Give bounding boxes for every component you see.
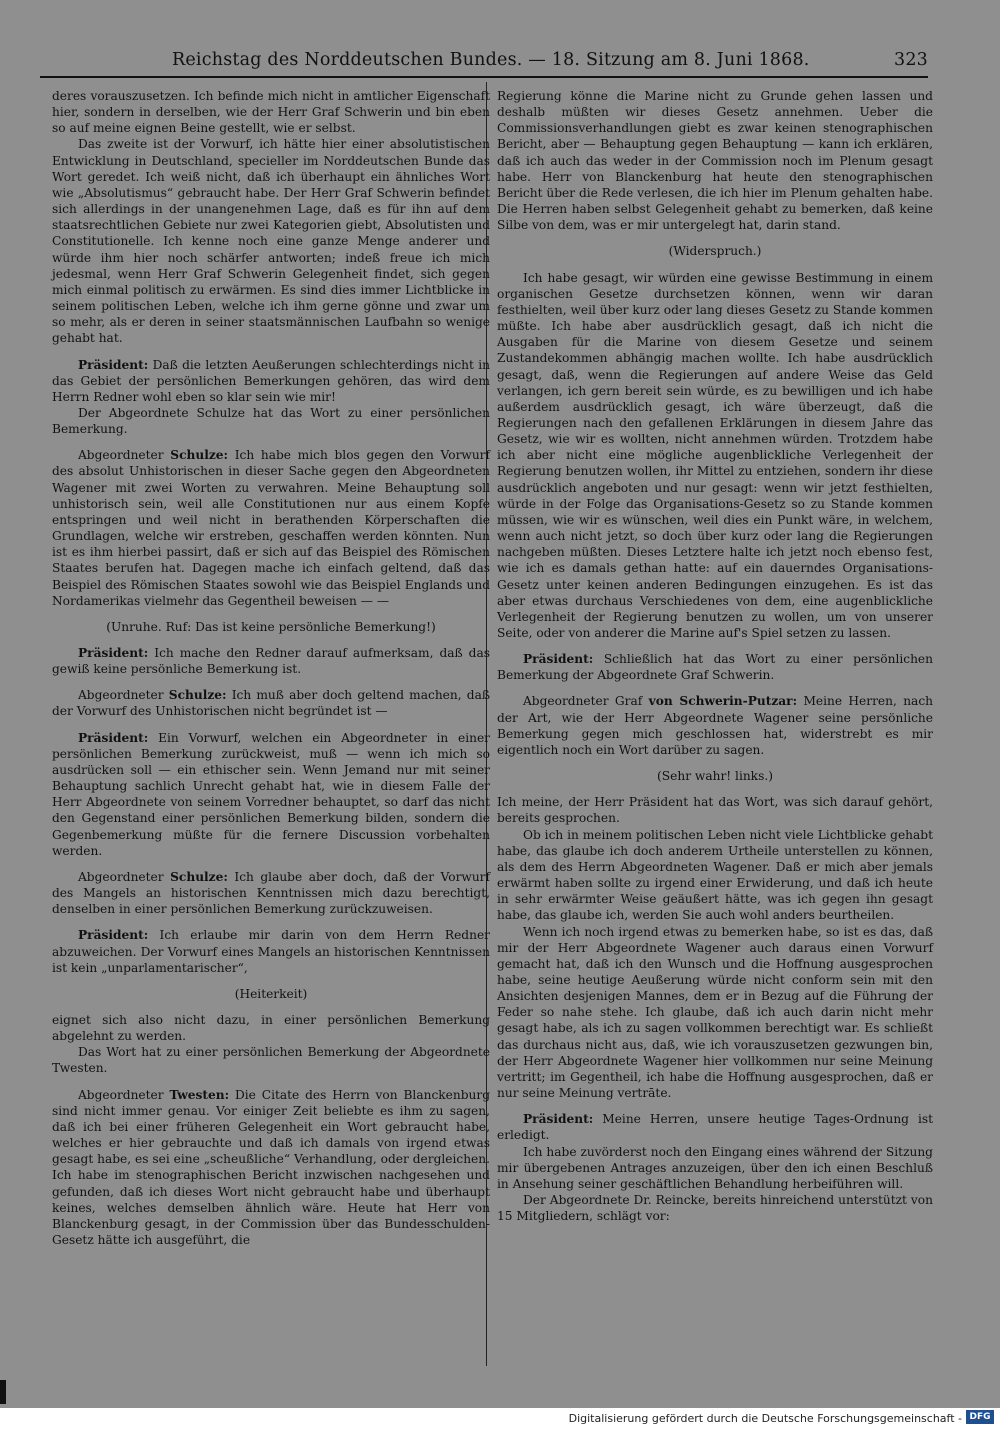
paragraph: [52, 687, 490, 719]
paragraph-text: Ich habe gesagt, wir würden eine gewisse Bestimmung in einem organischen Gesetze durchsetzen können, wenn wir daran festhielten, weil über kurz oder lang dieses Gesetz zu Stande kommen müßte. Ich habe aber ausdrücklich gesagt, daß ich nicht die Ausgaben für die Marine von diesem Gesetze und seinem Zustandekommen abhängig machen wollte. Ich habe ausdrücklich gesagt, daß, wenn die Regierungen auf andere Weise das Geld verlangen, ich gern bereit sein würde, es zu bewilligen und ich habe außerdem ausdrücklich gesagt, ich wäre überzeugt, daß die Regierungen nach den gefallenen Erklärungen in diesem Jahre das Gesetz, wie wir es wollten, nicht annehmen würden. Trotzdem habe ich aber nicht eine mögliche augenblickliche Verlegenheit der Regierung benutzen wollen, ihr Mittel zu entziehen, sondern ihr diese ausdrücklich angeboten und nur gesagt: wenn wir jetzt festhielten, würde in der Folge das Organisations-Gesetz so zu Stande kommen müssen, wie wir es wünschen, weil dies ein Punkt wäre, in welchem, wenn auch nicht jetzt, so doch über kurz oder lang die Regierungen nachgeben müßten. Dieses Letztere halte ich jetzt noch ebenso fest, wie ich es damals gethan hatte: auf ein dauerndes Organisations-Gesetz unter keinen anderen Bedingungen einzugehen. Es ist das aber etwas durchaus Verschiedenes von dem, eine augenblickliche Verlegenheit der Regierung benutzen zu wollen, um von unserer Seite, oder von anderer die Marine auf's Spiel setzen zu lassen.: [497, 270, 933, 640]
funding-credit: Digitalisierung gefördert durch die Deutsche Forschungsgemeinschaft -: [568, 1412, 962, 1425]
paragraph-text: Das Wort hat zu einer persönlichen Bemerkung der Abgeordnete Twesten.: [52, 1045, 490, 1076]
paragraph: [497, 768, 933, 784]
paragraph-text: Ich mache den Redner darauf aufmerksam, daß das gewiß keine persönliche Bemerkung ist.: [52, 646, 490, 677]
paragraph-text: (Sehr wahr! links.): [657, 769, 773, 784]
scan-edge-mark: [0, 1380, 6, 1404]
header-title: Reichstag des Norddeutschen Bundes. — 18. Sitzung am 8. Juni 1868.: [172, 50, 810, 70]
paragraph-text: (Unruhe. Ruf: Das ist keine persönliche Bemerkung!): [106, 619, 436, 634]
paragraph: [497, 88, 933, 233]
speaker-name: Präsident:: [523, 1112, 594, 1127]
paragraph: [497, 1111, 933, 1143]
speaker-name: Präsident:: [78, 646, 149, 660]
paragraph: [497, 1144, 933, 1192]
speaker-name: Präsident:: [78, 730, 149, 745]
speaker-name: von Schwerin-Putzar:: [648, 694, 798, 709]
paragraph: [52, 1012, 490, 1044]
paragraph: [52, 357, 490, 405]
paragraph-text: Ich erlaube mir darin von dem Herrn Redner abzuweichen. Der Vorwurf eines Mangels an historischen Kenntnissen ist kein „unparlamentarischer“,: [52, 928, 490, 975]
speaker-title: Abgeordneter: [78, 869, 164, 884]
paragraph-text: Ein Vorwurf, welchen ein Abgeordneter in einer persönlichen Bemerkung zurückweist, muß — wenn ich mich so ausdrücken soll — ein ethischer sein. Wenn Jemand nur mit seiner Behauptung sachlich Unrecht gehabt hat, wie in diesem Falle der Herr Abgeordnete von seinem Vorredner behauptet, so darf das nicht den Gegenstand einer persönlichen Bemerkung bilden, sondern die Gegenbemerkung müßte für die fernere Discussion vorbehalten werden.: [52, 730, 491, 858]
paragraph-text: Ich habe mich blos gegen den Vorwurf des absolut Unhistorischen in dieser Sache gegen den Abgeordneten Wagener mit zwei Worten zu verwahren. Meine Behauptung soll unhistorisch sein, weil alle Constitutionen nur aus einem Kopfe entspringen und weil nicht in berathenden Körperschaften die Grundlagen, welche wir erstreben, geschaffen werden könnten. Nun ist es ihm hierbei passirt, daß er sich auf das Beispiel des Römischen Staates berufen hat. Dagegen mache ich einfach geltend, daß das Beispiel des Römischen Staates sowohl wie das Beispiel Englands und Nordamerikas vielmehr das Gegentheil beweisen — —: [52, 448, 491, 608]
paragraph: [497, 270, 933, 642]
paragraph: [497, 827, 933, 924]
paragraph-text: Ob ich in meinem politischen Leben nicht viele Lichtblicke gehabt habe, das glaube ich doch anderem Urtheile unterstellen zu können, als dem des Herrn Abgeordneten Wagener. Daß er mich aber jemals erwärmt haben sollte zu irgend einer Erwiderung, und daß ich heute in sehr erwärmter Weise geäußert hätte, was ich gegen ihn gesagt habe, das glaube ich, werden Sie auch wohl anders beurtheilen.: [497, 827, 933, 923]
paragraph: [497, 794, 933, 826]
paragraph: [52, 730, 490, 859]
paragraph-text: Der Abgeordnete Dr. Reincke, bereits hinreichend unterstützt von 15 Mitgliedern, schlägt vor:: [497, 1193, 933, 1224]
paragraph-text: Ich meine, der Herr Präsident hat das Wort, was sich darauf gehört, bereits gesprochen.: [497, 795, 933, 826]
paragraph-text: (Widerspruch.): [668, 244, 762, 259]
paragraph: [497, 693, 933, 758]
speaker-name: Schulze:: [170, 448, 229, 463]
paragraph-text: Die Citate des Herrn von Blanckenburg sind nicht immer genau. Vor einiger Zeit beliebte es ihm zu sagen, daß ich bei einer früheren Gelegenheit ein Wort gebraucht habe, welches er hier gebrauchte und daß ich damals von irgend etwas gesagt habe, es sei eine „scheußliche“ Verhandlung, oder dergleichen. Ich habe im stenographischen Bericht inzwischen nachgesehen und gefunden, daß ich dieses Wort nicht gebraucht habe und überhaupt keines, welches demselben ähnlich wäre. Heute hat Herr von Blanckenburg gesagt, in der Commission über das Bundesschulden-Gesetz hätte ich ausgeführt, die: [52, 1087, 490, 1247]
left-column: [52, 88, 490, 1248]
paragraph: [52, 869, 490, 917]
paragraph: [497, 1192, 933, 1224]
paragraph-text: eignet sich also nicht dazu, in einer persönlichen Bemerkung abgelehnt zu werden.: [52, 1012, 490, 1044]
paragraph-text: Meine Herren, nach der Art, wie der Herr Abgeordnete Wagener seine persönliche Bemerkung gegen mich geschlossen hat, widerstrebt es mir eigentlich noch ein Wort darüber zu sagen.: [497, 694, 933, 757]
paragraph-text: Wenn ich noch irgend etwas zu bemerken habe, so ist es das, daß mir der Herr Abgeordnete Wagener auch daraus einen Vorwurf gemacht hat, daß ich den Wunsch und die Hoffnung ausgesprochen habe, seine heutige Aeußerung würde nicht conform sein mit den Ansichten desjenigen Mannes, dem er in Bezug auf die Führung der Feder so nahe stehe. Ich glaube, daß ich auch darin nicht mehr gesagt habe, als ich zu sagen vollkommen berechtigt war. Es schließt das durchaus nicht aus, daß, wie ich vorauszusetzen gezwungen bin, der Herr Abgeordnete Wagener hier vollkommen nur seine Meinung vertritt; im Gegentheil, ich habe die Hoffnung ausgesprochen, daß er nur seine Meinung vertrāte.: [497, 924, 933, 1101]
paragraph: [52, 619, 490, 635]
footer-bar: [0, 1408, 1000, 1432]
paragraph: [497, 243, 933, 259]
speaker-title: Abgeordneter: [78, 448, 164, 463]
page-number: 323: [893, 50, 928, 70]
speaker-title: Abgeordneter Graf: [523, 694, 643, 709]
speaker-name: Twesten:: [169, 1087, 230, 1102]
paragraph: [52, 136, 490, 346]
paragraph: [52, 88, 490, 136]
paragraph: [52, 1044, 490, 1076]
speaker-name: Präsident:: [523, 652, 594, 667]
paragraph-text: deres vorauszusetzen. Ich befinde mich nicht in amtlicher Eigenschaft hier, sondern in derselben, wie der Herr Graf Schwerin und bin eben so auf meine eignen Beine gestellt, wie er selbst.: [52, 89, 490, 136]
paragraph: [52, 927, 490, 975]
paragraph-text: Ich habe zuvörderst noch den Eingang eines während der Sitzung mir übergebenen Antrages anzuzeigen, über den ich einen Beschluß in Ansehung seiner geschäftlichen Behandlung herbeiführen will.: [497, 1144, 933, 1191]
paragraph-text: Das zweite ist der Vorwurf, ich hätte hier einer absolutistischen Entwicklung in Deutschland, specieller im Norddeutschen Bunde das Wort geredet. Ich weiß nicht, daß ich überhaupt ein ähnliches Wort wie „Absolutismus“ gebraucht habe. Der Herr Graf Schwerin befindet sich allerdings in der unangenehmen Lage, daß es für ihn auf dem staatsrechtlichen Gebiete nur zwei Kategorien giebt, Absolutisten und Constitutionelle. Ich kenne noch eine ganze Menge anderer und würde ihm hier noch schärfer antworten; indeß freue ich mich jedesmal, wenn Herr Graf Schwerin Gelegenheit findet, sich gegen mich einmal politisch zu erwärmen. Es sind dies immer Lichtblicke in seinem politischen Leben, welche ich ihm gerne gönne und zwar um so mehr, als er deren in seiner staatsmännischen Laufbahn so wenige gehabt hat.: [52, 137, 490, 346]
paragraph: [52, 1087, 490, 1249]
speaker-name: Präsident:: [78, 928, 149, 943]
paragraph: [52, 986, 490, 1002]
paragraph: [497, 924, 933, 1102]
speaker-name: Schulze:: [170, 869, 228, 884]
paragraph-text: Ich glaube aber doch, daß der Vorwurf des Mangels an historischen Kenntnissen mich dazu berechtigt, denselben in einer persönlichen Bemerkung zurückzuweisen.: [52, 869, 491, 917]
paragraph-text: Meine Herren, unsere heutige Tages-Ordnung ist erledigt.: [497, 1112, 933, 1143]
paragraph-text: Daß die letzten Aeußerungen schlechterdings nicht in das Gebiet der persönlichen Bemerkungen gehören, das wird dem Herrn Redner wohl eben so klar sein wie mir!: [52, 357, 491, 404]
paragraph: [52, 645, 490, 677]
right-column: [497, 88, 933, 1224]
paragraph: [497, 651, 933, 683]
paragraph: [52, 447, 490, 609]
dfg-logo: DFG: [966, 1410, 994, 1424]
header-rule: [40, 76, 928, 78]
paragraph-text: (Heiterkeit): [234, 986, 308, 1001]
speaker-name: Präsident:: [78, 357, 149, 372]
speaker-title: Abgeordneter: [78, 688, 164, 703]
speaker-title: Abgeordneter: [78, 1087, 164, 1102]
speaker-name: Schulze:: [168, 688, 227, 703]
running-header: [172, 50, 928, 74]
paragraph-text: Ich muß aber doch geltend machen, daß der Vorwurf des Unhistorischen nicht begründet ist —: [52, 688, 490, 719]
paragraph: [52, 405, 490, 437]
paragraph-text: Der Abgeordnete Schulze hat das Wort zu einer persönlichen Bemerkung.: [52, 405, 490, 437]
paragraph-text: Regierung könne die Marine nicht zu Grunde gehen lassen und deshalb müßten wir dieses Gesetz annehmen. Ueber die Commissionsverhandlungen giebt es zwar keinen stenographischen Bericht, aber — Behauptung gegen Behauptung — kann ich erklären, daß ich auch das weder in der Commission noch im Plenum gesagt habe. Herr von Blanckenburg hat heute den stenographischen Bericht über die Rede verlesen, die ich hier im Plenum gehalten habe. Die Herren haben selbst Gelegenheit gehabt zu bemerken, daß keine Silbe von dem, was er mir untergelegt hat, darin stand.: [497, 89, 933, 233]
paragraph-text: Schließlich hat das Wort zu einer persönlichen Bemerkung der Abgeordnete Graf Schwerin.: [497, 652, 933, 683]
